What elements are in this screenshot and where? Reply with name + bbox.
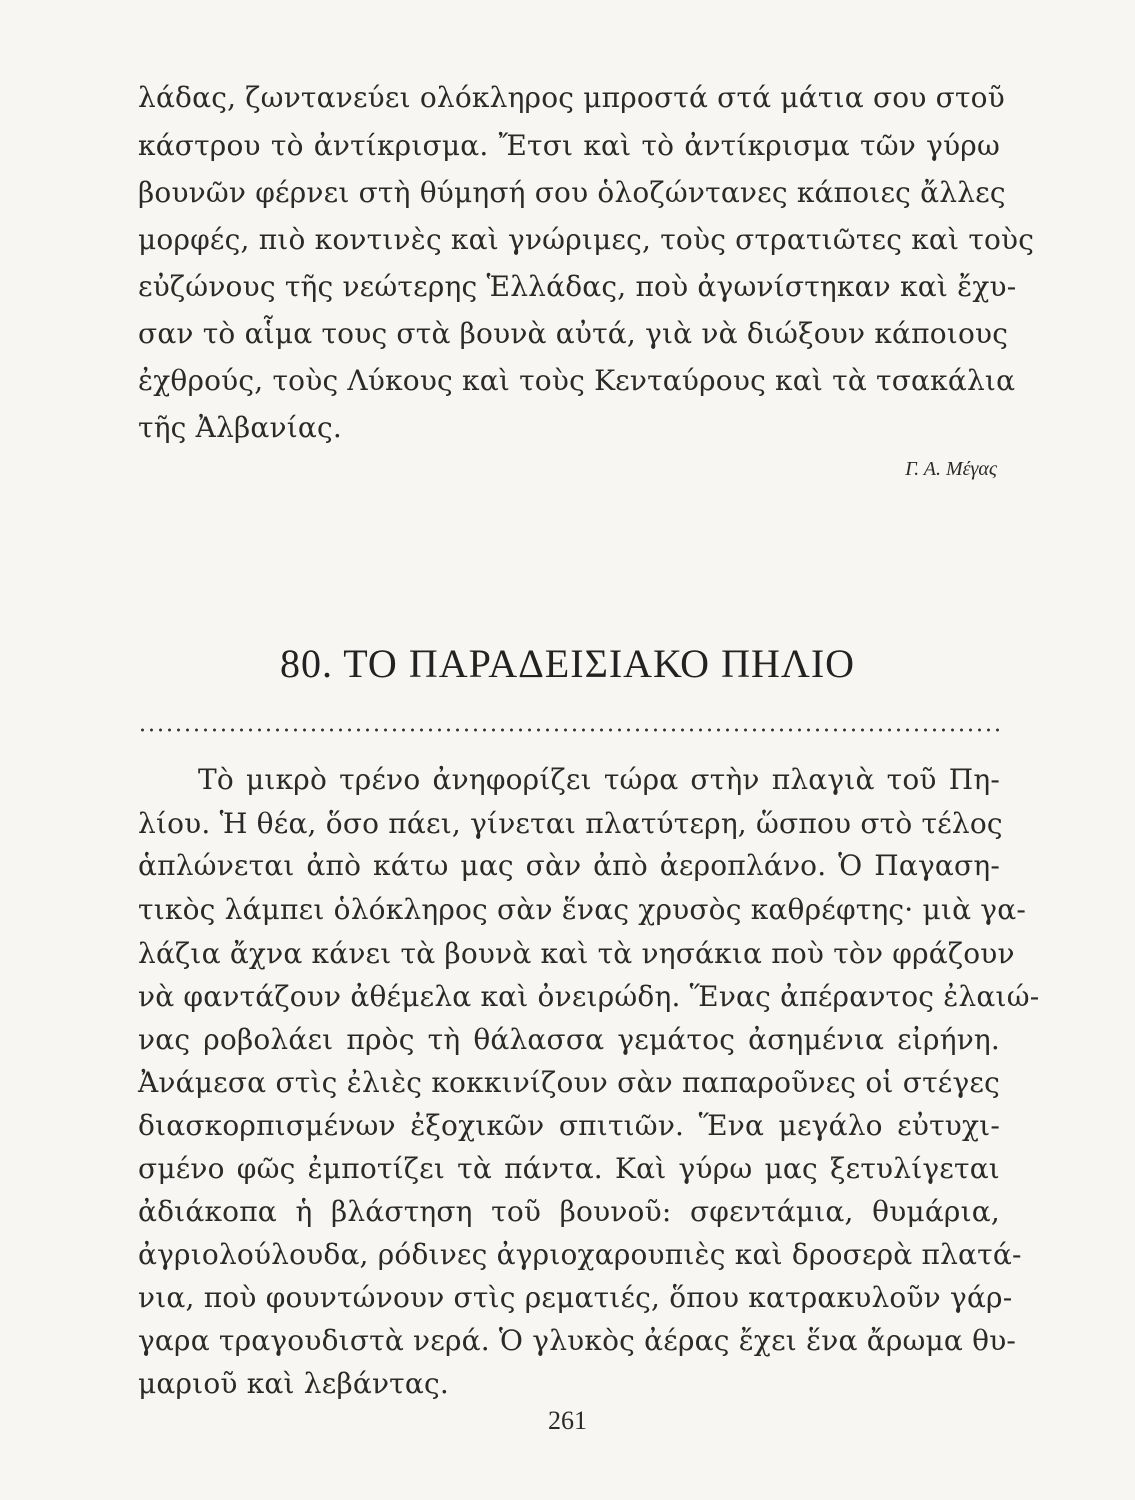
- dotted-separator: [138, 728, 1000, 732]
- text-line: λάζια ἄχνα κάνει τὰ βουνὰ καὶ τὰ νησάκια ποὺ τὸν φράζουν: [138, 937, 1015, 970]
- text-line: σαν τὸ αἷμα τους στὰ βουνὰ αὐτά, γιὰ νὰ διώξουν κάποιους: [138, 317, 1009, 350]
- section-heading: 80. ΤΟ ΠΑΡΑΔΕΙΣΙΑΚΟ ΠΗΛΙΟ: [279, 641, 856, 686]
- text-line: νια, ποὺ φουντώνουν στὶς ρεματιές, ὅπου κατρακυλοῦν γάρ-: [138, 1281, 1013, 1314]
- text-line: ἐχθρούς, τοὺς Λύκους καὶ τοὺς Κενταύρους καὶ τὰ τσακάλια: [138, 364, 1016, 397]
- text-line: λίου. Ἡ θέα, ὅσο πάει, γίνεται πλατύτερη, ὥσπου στὸ τέλος: [138, 807, 1003, 840]
- text-line: μαριοῦ καὶ λεβάντας.: [138, 1367, 449, 1400]
- text-line: σμένο φῶς ἐμποτίζει τὰ πάντα. Καὶ γύρω μας ξετυλίγεται: [138, 1152, 1000, 1185]
- text-line: βουνῶν φέρνει στὴ θύμησή σου ὁλοζώντανες κάποιες ἄλλες: [138, 176, 1006, 209]
- author-signature: Γ. Α. Μέγας: [905, 458, 997, 480]
- text-line: ἀδιάκοπα ἡ βλάστηση τοῦ βουνοῦ: σφεντάμια, θυμάρια,: [138, 1195, 1000, 1228]
- text-line: γαρα τραγουδιστὰ νερά. Ὁ γλυκὸς ἀέρας ἔχει ἕνα ἄρωμα θυ-: [138, 1324, 1017, 1357]
- text-line: διασκορπισμένων ἐξοχικῶν σπιτιῶν. Ἕνα μεγάλο εὐτυχι-: [138, 1109, 1000, 1142]
- text-line: νὰ φαντάζουν ἀθέμελα καὶ ὀνειρώδη. Ἕνας ἀπέραντος ἐλαιώ-: [138, 980, 1040, 1013]
- text-line: τῆς Ἀλβανίας.: [138, 411, 343, 444]
- text-line: Ἀνάμεσα στὶς ἐλιὲς κοκκινίζουν σὰν παπαροῦνες οἱ στέγες: [138, 1066, 1000, 1099]
- text-line: ἁπλώνεται ἀπὸ κάτω μας σὰν ἀπὸ ἀεροπλάνο. Ὁ Παγαση-: [138, 849, 1000, 882]
- page-number: 261: [548, 1406, 587, 1435]
- text-line: εὐζώνους τῆς νεώτερης Ἑλλάδας, ποὺ ἀγωνίστηκαν καὶ ἔχυ-: [138, 270, 1017, 303]
- text-line: νας ροβολάει πρὸς τὴ θάλασσα γεμάτος ἀσημένια εἰρήνη.: [138, 1023, 1000, 1056]
- text-line: λάδας, ζωντανεύει ολόκληρος μπροστά στά μάτια σου στοῦ: [138, 81, 1005, 114]
- text-line: τικὸς λάμπει ὁλόκληρος σὰν ἕνας χρυσὸς καθρέφτης· μιὰ γα-: [138, 893, 1026, 926]
- text-line: ἀγριολούλουδα, ρόδινες ἀγριοχαρουπιὲς καὶ δροσερὰ πλατά-: [138, 1238, 1022, 1271]
- text-line: Τὸ μικρὸ τρένο ἀνηφορίζει τώρα στὴν πλαγιὰ τοῦ Πη-: [198, 763, 1000, 796]
- text-line: μορφές, πιὸ κοντινὲς καὶ γνώριμες, τοὺς στρατιῶτες καὶ τοὺς: [138, 223, 1035, 256]
- text-line: κάστρου τὸ ἀντίκρισμα. Ἔτσι καὶ τὸ ἀντίκρισμα τῶν γύρω: [138, 129, 1000, 162]
